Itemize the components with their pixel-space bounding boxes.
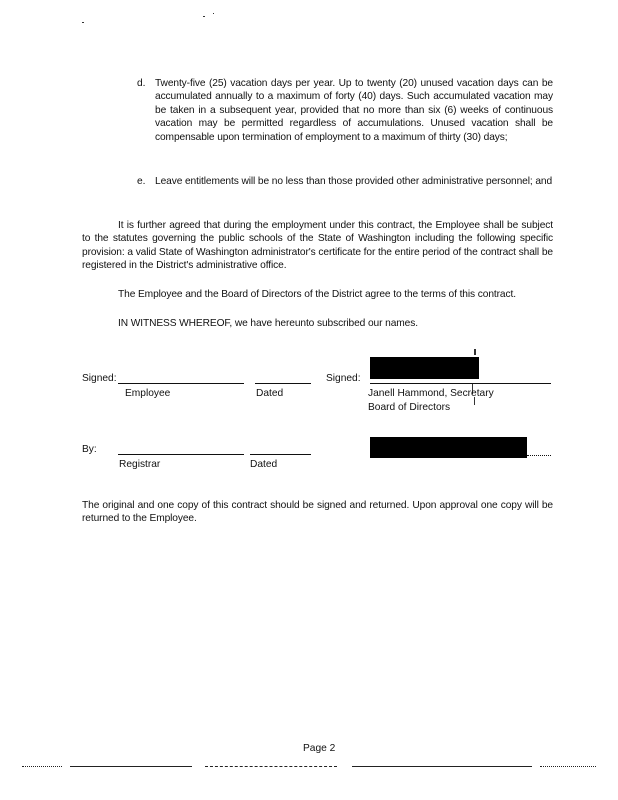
leave-clause: Leave entitlements will be no less than those provided other administrative personnel; and — [155, 176, 553, 187]
board-signature-line-tail — [527, 455, 551, 456]
redacted-signature-board — [370, 437, 527, 458]
registrar-signature-line — [118, 454, 244, 455]
list-marker-d: d. — [137, 78, 146, 89]
signed-label-left: Signed: — [82, 373, 117, 384]
registrar-label: Registrar — [119, 459, 161, 470]
scan-speck — [474, 349, 476, 355]
board-label: Board of Directors — [368, 402, 451, 413]
redacted-signature-secretary — [370, 357, 479, 379]
scan-speck — [203, 16, 205, 17]
secretary-name: Janell Hammond, Secretary — [368, 388, 494, 399]
secretary-signature-line — [370, 383, 551, 384]
registrar-date-line — [250, 454, 311, 455]
page-number: Page 2 — [303, 743, 336, 754]
employee-label: Employee — [125, 388, 171, 399]
employee-signature-line — [118, 383, 244, 384]
by-label: By: — [82, 444, 97, 455]
footer-scan-rule — [205, 766, 337, 767]
list-marker-e: e. — [137, 176, 146, 187]
witness-paragraph: IN WITNESS WHEREOF, we have hereunto subscribed our names. — [118, 318, 418, 329]
signed-label-right: Signed: — [326, 373, 361, 384]
dated-label-1: Dated — [256, 388, 284, 399]
vacation-clause: Twenty-five (25) vacation days per year. Up to twenty (20) unused vacation days can be accumulated annually to a maximum of forty (40) days. Such accumulated vacation may be taken in a subsequent year, provided that no more than six (6) weeks of continuous vacation may be permitted regardless of accumulations. Unused vacation shall be compensable upon termination of employment to a maximum of thirty (30) days; — [155, 78, 553, 143]
footer-scan-rule — [70, 766, 192, 767]
footer-scan-rule — [22, 766, 62, 767]
footer-scan-rule — [352, 766, 532, 767]
terms-paragraph: The Employee and the Board of Directors of the District agree to the terms of this contract. — [118, 289, 516, 300]
scan-speck — [213, 13, 214, 14]
dated-label-2: Dated — [250, 459, 278, 470]
employee-date-line — [255, 383, 311, 384]
agreement-paragraph: It is further agreed that during the employment under this contract, the Employee shall be subject to the statutes governing the public schools of the State of Washington including the following specific provision: a valid State of Washington administrator's certificate for the entire period of the contract shall be registered in the District's administrative office. — [82, 220, 553, 272]
scan-speck — [82, 22, 84, 23]
closing-paragraph: The original and one copy of this contract should be signed and returned. Upon approval one copy will be returned to the Employee. — [82, 500, 553, 525]
footer-scan-rule — [540, 766, 596, 767]
